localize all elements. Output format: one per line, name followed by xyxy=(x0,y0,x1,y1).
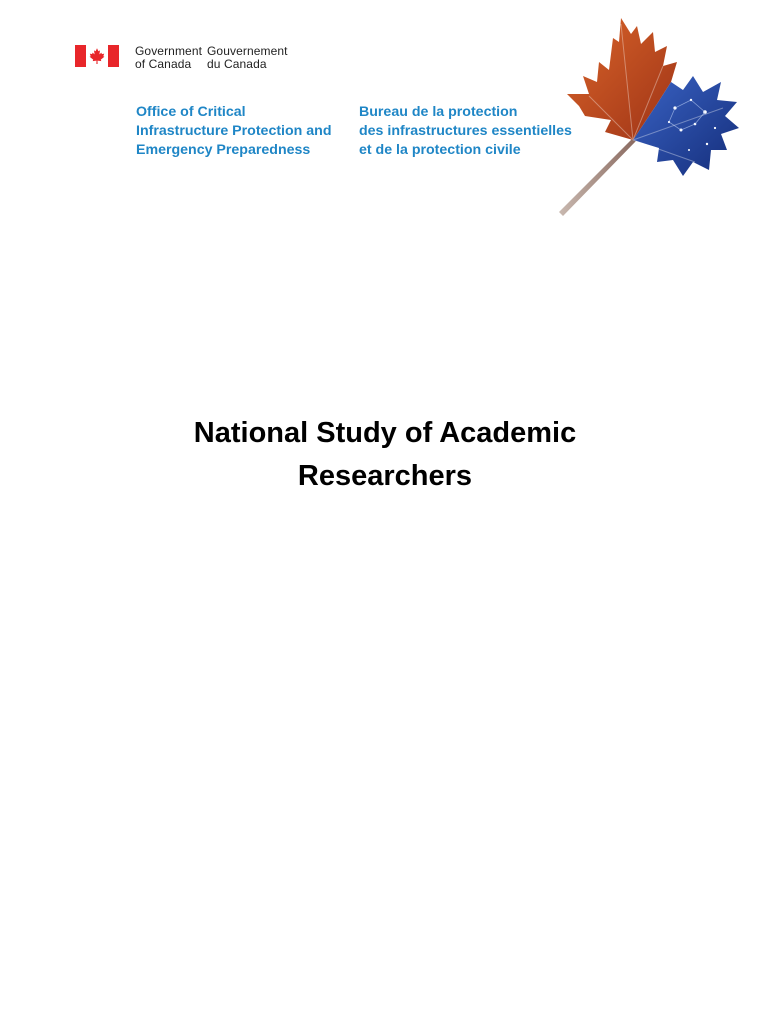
office-fr-line-2: des infrastructures essentielles xyxy=(359,123,572,139)
government-of-canada-en xyxy=(135,45,202,71)
title-line-1: National Study of Academic xyxy=(193,417,577,449)
gov-fr-line-2: du Canada xyxy=(207,57,267,71)
document-title xyxy=(0,412,770,498)
office-fr-line-1: Bureau de la protection xyxy=(359,104,518,120)
gov-en-line-2: of Canada xyxy=(135,57,192,71)
gov-fr-line-1: Gouvernement xyxy=(207,44,288,58)
office-en-line-1: Office of Critical xyxy=(136,104,246,120)
office-name-fr xyxy=(359,103,572,160)
office-fr-line-3: et de la protection civile xyxy=(359,142,521,158)
office-name-en xyxy=(136,103,332,160)
canada-flag-graphic xyxy=(75,45,119,67)
gov-en-line-1: Government xyxy=(135,44,203,58)
government-of-canada-fr xyxy=(207,45,288,71)
title-line-2: Researchers xyxy=(297,460,473,492)
canada-flag-icon xyxy=(75,45,119,73)
maple-leaf-emblem-icon xyxy=(545,12,745,224)
office-en-line-3: Emergency Preparedness xyxy=(136,142,311,158)
office-en-line-2: Infrastructure Protection and xyxy=(136,123,332,139)
